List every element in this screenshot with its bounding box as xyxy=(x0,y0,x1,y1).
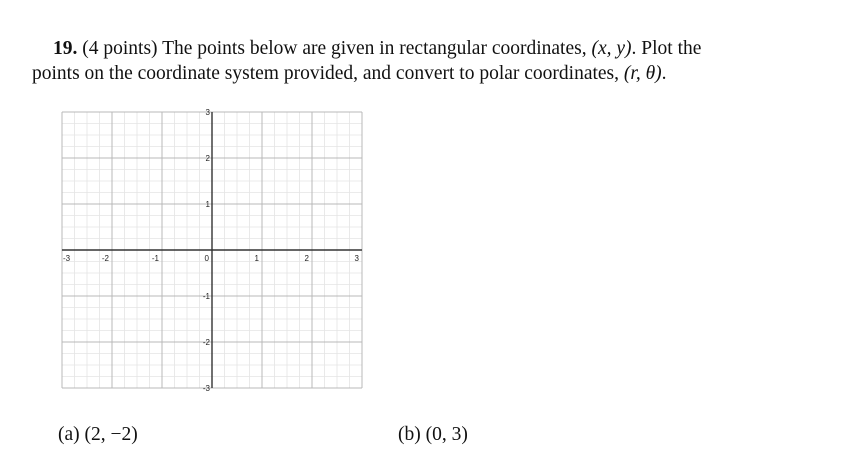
x-tick-label: 1 xyxy=(254,254,259,263)
problem-line-2 xyxy=(32,61,822,86)
x-tick-label: -3 xyxy=(63,254,71,263)
y-tick-label: -2 xyxy=(202,338,210,347)
axes xyxy=(62,112,362,388)
coordinate-grid[interactable] xyxy=(58,104,368,394)
y-tick-label: 2 xyxy=(205,154,210,163)
polar-coord-notation: (r, θ) xyxy=(623,63,662,84)
x-tick-label: 2 xyxy=(304,254,309,263)
problem-text-4: . xyxy=(661,63,667,84)
x-tick-label: 3 xyxy=(354,254,359,263)
problem-statement xyxy=(32,36,822,86)
problem-text-3: points on the coordinate system provided, and convert to polar coordinates, xyxy=(32,63,620,84)
problem-text-2: . Plot the xyxy=(631,38,702,59)
part-b-label: (b) (0, 3) xyxy=(398,424,468,445)
y-tick-label: 1 xyxy=(205,200,210,209)
x-tick-label: -1 xyxy=(151,254,159,263)
problem-line-1 xyxy=(32,36,822,61)
part-a-label: (a) (2, −2) xyxy=(58,424,138,445)
y-tick-label: -3 xyxy=(202,384,210,393)
coordinate-grid-svg[interactable] xyxy=(58,104,368,394)
rect-coord-notation: (x, y) xyxy=(591,38,632,59)
y-tick-label: 3 xyxy=(205,108,210,117)
x-tick-label: -2 xyxy=(101,254,109,263)
y-tick-label: -1 xyxy=(202,292,210,301)
problem-text-1: The points below are given in rectangular coordinates, xyxy=(162,38,587,59)
problem-points: (4 points) xyxy=(82,38,158,59)
problem-number: 19. xyxy=(53,38,78,59)
x-tick-label: 0 xyxy=(204,254,209,263)
